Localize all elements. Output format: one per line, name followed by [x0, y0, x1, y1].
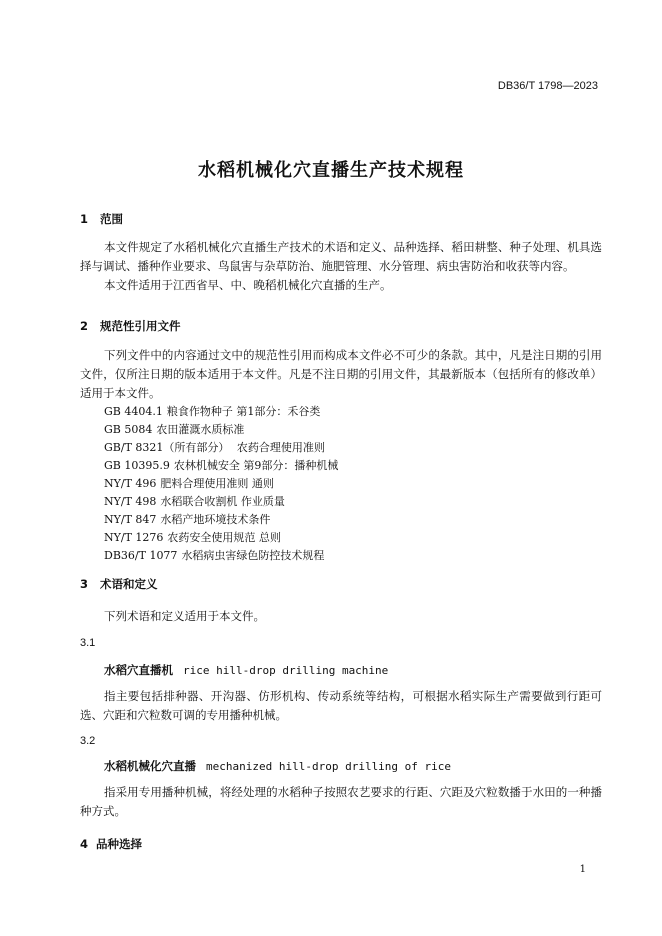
term-en: rice hill-drop drilling machine: [183, 664, 389, 677]
normative-intro-paragraph: 下列文件中的内容通过文中的规范性引用而构成本文件必不可少的条款。其中，凡是注日期的引用文件，仅所注日期的版本适用于本文件。凡是不注日期的引用文件，其最新版本（包括所有的修改单）适用于本文件。: [80, 348, 602, 400]
reference-title: 粮食作物种子 第1部分：禾谷类: [166, 405, 321, 418]
reference-item: [104, 421, 244, 437]
normative-intro: [80, 346, 602, 403]
reference-title: 水稻联合收割机 作业质量: [160, 495, 285, 508]
term-heading: [104, 758, 451, 774]
standard-number: DB36/T 1798—2023: [497, 80, 598, 92]
reference-item: [104, 511, 270, 527]
reference-code: GB/T 8321（所有部分）: [104, 441, 230, 454]
term-number: 3.1: [80, 637, 96, 649]
terms-intro: [80, 607, 602, 626]
reference-title: 肥料合理使用准则 通则: [160, 477, 274, 490]
document-title: 水稻机械化穴直播生产技术规程: [198, 160, 464, 181]
section-title: 范围: [100, 212, 123, 226]
section-number: 3: [80, 577, 89, 591]
page-number: 1: [579, 864, 586, 875]
scope-paragraph-1: 本文件规定了水稻机械化穴直播生产技术的术语和定义、品种选择、稻田耕整、种子处理、机具选择与调试、播种作业要求、鸟鼠害与杂草防治、施肥管理、水分管理、病虫害防治和收获等内容。: [80, 240, 602, 273]
reference-title: 农药合理使用准则: [233, 441, 325, 454]
reference-code: NY/T 498: [104, 495, 157, 508]
reference-item: [104, 457, 338, 473]
reference-code: GB 4404.1: [104, 405, 163, 418]
reference-item: [104, 529, 281, 545]
terms-intro-paragraph: 下列术语和定义适用于本文件。: [104, 609, 265, 623]
term-zh: 水稻穴直播机: [104, 663, 173, 677]
reference-code: NY/T 1276: [104, 531, 164, 544]
term-heading: [104, 662, 388, 678]
section-title: 规范性引用文件: [100, 319, 181, 333]
term-definition-paragraph: 指主要包括排种器、开沟器、仿形机构、传动系统等结构，可根据水稻实际生产需要做到行距可选、穴距和穴粒数可调的专用播种机械。: [80, 689, 602, 722]
reference-item: [104, 475, 274, 491]
reference-title: 水稻产地环境技术条件: [160, 513, 271, 526]
section-number: 4: [80, 837, 89, 851]
term-definition-paragraph: 指采用专用播种机械，将经处理的水稻种子按照农艺要求的行距、穴距及穴粒数播于水田的一种播种方式。: [80, 785, 602, 818]
section-heading-1: [80, 211, 123, 227]
term-en: mechanized hill-drop drilling of rice: [206, 760, 452, 773]
reference-title: 水稻病虫害绿色防控技术规程: [181, 549, 325, 562]
section-title: 品种选择: [96, 837, 142, 851]
reference-item: [104, 493, 285, 509]
section-number: 1: [80, 212, 89, 226]
reference-title: 农田灌溉水质标准: [156, 423, 245, 436]
term-definition: [80, 687, 602, 725]
reference-code: GB 10395.9: [104, 459, 170, 472]
scope-text: [80, 238, 602, 295]
section-heading-3: [80, 576, 158, 592]
reference-code: NY/T 496: [104, 477, 157, 490]
term-zh: 水稻机械化穴直播: [104, 759, 196, 773]
term-number: 3.2: [80, 735, 96, 747]
reference-code: NY/T 847: [104, 513, 157, 526]
section-heading-2: [80, 318, 181, 334]
section-number: 2: [80, 319, 89, 333]
reference-code: GB 5084: [104, 423, 153, 436]
reference-item: [104, 439, 325, 455]
reference-title: 农林机械安全 第9部分：播种机械: [173, 459, 339, 472]
reference-item: [104, 547, 324, 563]
scope-paragraph-2: 本文件适用于江西省早、中、晚稻机械化穴直播的生产。: [104, 278, 392, 292]
term-definition: [80, 783, 602, 821]
section-heading-4: [80, 836, 142, 852]
reference-code: DB36/T 1077: [104, 549, 178, 562]
reference-title: 农药安全使用规范 总则: [167, 531, 281, 544]
reference-item: [104, 403, 320, 419]
section-title: 术语和定义: [100, 577, 158, 591]
